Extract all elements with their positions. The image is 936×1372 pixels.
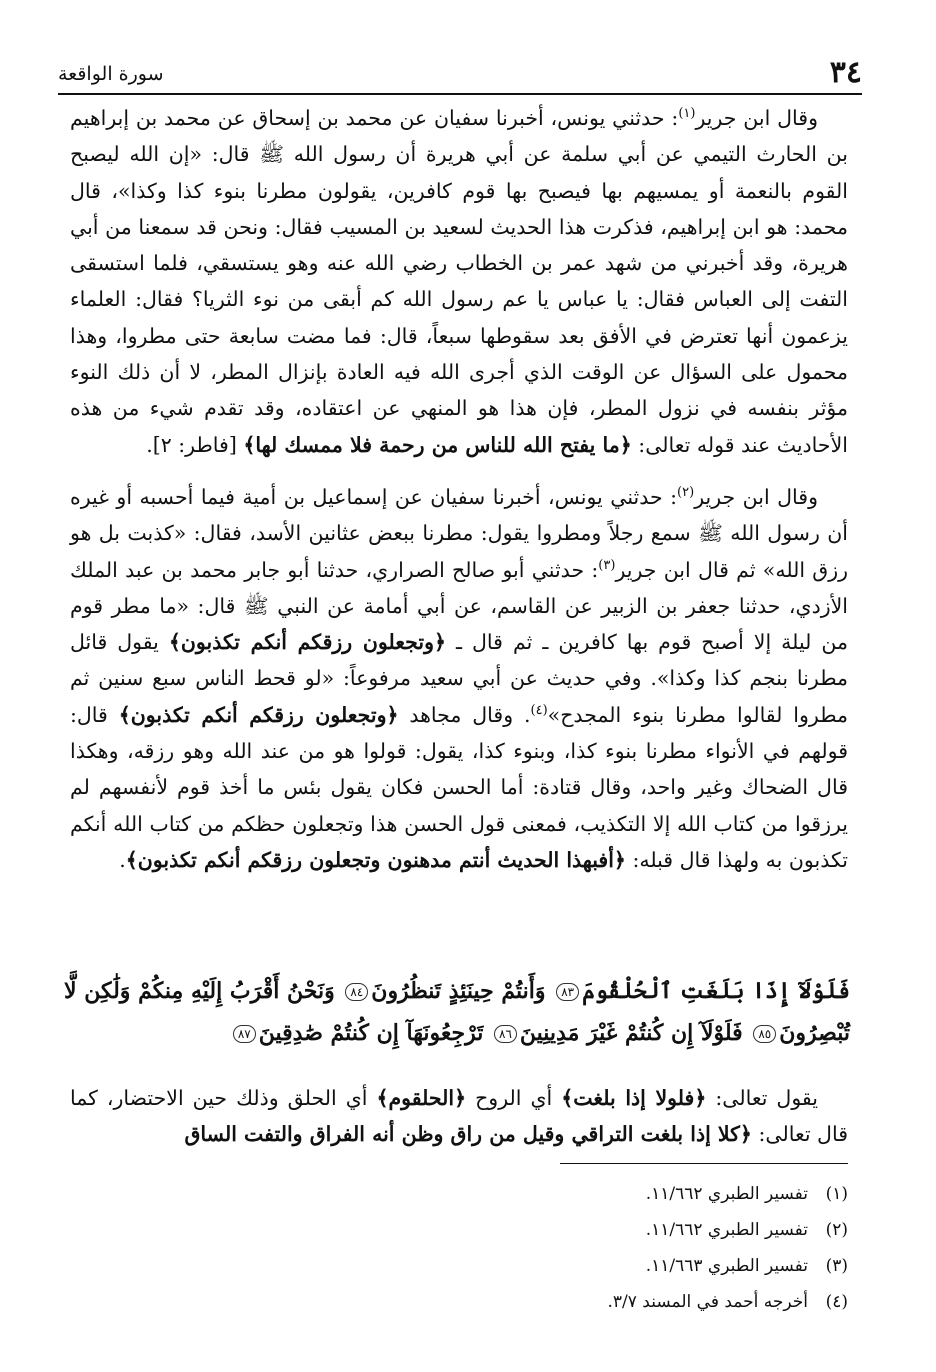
quran-quote: ﴿أفبهذا الحديث أنتم مدهنون وتجعلون رزقكم أنكم تكذبون﴾ bbox=[125, 847, 626, 872]
text-run: : حدثني يونس، أخبرنا سفيان عن إسماعيل بن أمية فيما أحسبه أو غيره أن رسول الله ﷺ سمع رجلاً ومطروا يقول: مطرنا ببعض عثانين الأسد، فقال: «كذبت بل هو رزق الله» ثم قال ابن جرير bbox=[70, 484, 849, 582]
ayah-84: وَأَنتُمْ حِينَئِذٍ تَنظُرُونَ bbox=[371, 978, 546, 1004]
footnote-text: أخرجه أحمد في المسند ٣/٧. bbox=[607, 1292, 808, 1312]
ayah-87: تَرْجِعُونَهَآ إِن كُنتُمْ صَٰدِقِينَ bbox=[258, 1020, 484, 1046]
text-run: [فاطر: ٢]. bbox=[146, 432, 244, 457]
text-run: : حدثني أبو صالح الصراري، حدثنا أبو جابر محمد بن عبد الملك الأزدي، حدثنا جعفر بن الزبير عن القاسم، عن أبي أمامة عن النبي ﷺ قال: «ما مطر قوم من ليلة إلا أصبح قوم بها كافرين ـ ثم قال ـ bbox=[70, 557, 848, 655]
paragraph-1 bbox=[70, 100, 848, 463]
page-number: ٣٤ bbox=[829, 55, 862, 90]
paragraph-2 bbox=[70, 479, 848, 878]
ayah-number-marker: ٨٥ bbox=[753, 1025, 776, 1043]
text-run: يقول قائل مطرنا بنجم كذا وكذا». وفي حديث عن أبي سعيد مرفوعاً: «لو قحط الناس سبع سنين ثم مطروا لقالوا مطرنا بنوء المجدح» bbox=[70, 630, 849, 727]
text-run: أي الروح bbox=[466, 1086, 562, 1110]
footnote bbox=[448, 1254, 848, 1290]
quran-quote: ﴿ما يفتح الله للناس من رحمة فلا ممسك لها﴾ bbox=[243, 432, 632, 457]
footnote bbox=[448, 1182, 848, 1218]
ayah-85: وَنَحْنُ أَقْرَبُ إِلَيْهِ مِنكُمْ وَلَٰكِن لَّا تُبْصِرُونَ bbox=[64, 978, 850, 1046]
paragraph-3 bbox=[70, 1080, 848, 1152]
footnote-divider bbox=[560, 1163, 848, 1164]
text-run: وقال ابن جرير bbox=[695, 106, 818, 130]
quran-quote: ﴿كلا إذا بلغت التراقي وقيل من راق وظن أنه الفراق والتفت الساق bbox=[184, 1122, 752, 1146]
text-run: . وقال مجاهد bbox=[398, 702, 531, 727]
footnote-number: (٤) bbox=[825, 1292, 848, 1312]
ayah-83: فَلَوْلَآ إِذَا بَلَغَتِ ٱلْحُلْقُومَ bbox=[582, 978, 851, 1004]
main-text bbox=[70, 100, 848, 878]
footnote-number: (٢) bbox=[825, 1220, 848, 1240]
text-run: وقال ابن جرير bbox=[694, 484, 818, 509]
ayah-number-marker: ٨٤ bbox=[345, 983, 368, 1001]
text-run: أي الحلق وذلك حين الاحتضار، كما قال تعالى: bbox=[70, 1086, 848, 1146]
quran-quote: ﴿فلولا إذا بلغت﴾ bbox=[561, 1086, 707, 1110]
footnote-text: تفسير الطبري ١١/٦٦٢. bbox=[645, 1220, 808, 1240]
footnote-ref-3[interactable]: (٣) bbox=[598, 557, 616, 573]
footnote-number: (١) bbox=[825, 1184, 848, 1204]
footnote bbox=[448, 1290, 848, 1326]
footnote-text: تفسير الطبري ١١/٦٦٢. bbox=[645, 1184, 808, 1204]
quran-quote: ﴿وتجعلون رزقكم أنكم تكذبون﴾ bbox=[168, 630, 446, 655]
footnote bbox=[448, 1218, 848, 1254]
footnote-ref-4[interactable]: (٤) bbox=[530, 702, 548, 718]
header-divider bbox=[58, 93, 862, 95]
footnote-text: تفسير الطبري ١١/٦٦٣. bbox=[645, 1256, 808, 1276]
footnote-ref-1[interactable]: (١) bbox=[678, 106, 696, 122]
ayah-number-marker: ٨٧ bbox=[233, 1025, 256, 1043]
surah-title: سورة الواقعة bbox=[58, 63, 164, 85]
text-run: يقول تعالى: bbox=[706, 1086, 818, 1110]
ayah-86: فَلَوْلَآ إِن كُنتُمْ غَيْرَ مَدِينِينَ bbox=[519, 1020, 743, 1046]
ayah-number-marker: ٨٦ bbox=[494, 1025, 517, 1043]
text-run: قال: قولهم في الأنواء مطرنا بنوء كذا، وبنوء كذا، يقول: قولوا هو من عند الله وهو رزقه، وهكذا قال الضحاك وغير واحد، وقال قتادة: أما الحسن فكان يقول بئس ما أخذ قوم لأنفسهم لم يرزقوا من كتاب الله إلا التكذيب، فمعنى قول الحسن هذا وتجعلون حظكم من كتاب الله أنكم تكذبون به ولهذا قال قبله: bbox=[70, 702, 848, 872]
ayah-number-marker: ٨٣ bbox=[556, 983, 579, 1001]
footnotes-list bbox=[448, 1182, 848, 1326]
text-run: : حدثني يونس، أخبرنا سفيان عن محمد بن إسحاق عن محمد بن إبراهيم بن الحارث التيمي عن أبي سلمة عن أبي هريرة أن رسول الله ﷺ قال: «إن الله ليصبح القوم بالنعمة أو يمسيهم بها فيصبح بها قوم كافرين، يقولون مطرنا بنوء كذا وكذا»، قال محمد: هو ابن إبراهيم، فذكرت هذا الحديث لسعيد بن المسيب فقال: ونحن قد سمعنا من أبي هريرة، وقد أخبرني من شهد عمر بن الخطاب رضي الله عنه وهو يستسقي، فلما استسقى التفت إلى العباس فقال: يا عباس يا عم رسول الله كم أبقى من نوء الثريا؟ فقال: العلماء يزعمون أنها تعترض في الأفق بعد سقوطها سبعاً، قال: فما مضت سابعة حتى مطروا، وهذا محمول على السؤال عن الوقت الذي أجرى الله فيه العادة بإنزال المطر، لا أن ذلك النوء مؤثر بنفسه في نزول المطر، فإن هذا هو المنهي عن اعتقاده، وقد تقدم شيء من هذه الأحاديث عند قوله تعالى: bbox=[70, 106, 848, 457]
footnote-ref-2[interactable]: (٢) bbox=[677, 485, 695, 501]
text-run: . bbox=[119, 847, 126, 872]
quran-quote: ﴿الحلقوم﴾ bbox=[376, 1086, 467, 1110]
page-header bbox=[58, 56, 862, 92]
quran-verses-block bbox=[64, 970, 850, 1054]
footnote-number: (٣) bbox=[825, 1256, 848, 1276]
tafsir-paragraph bbox=[70, 1080, 848, 1152]
quran-quote: ﴿وتجعلون رزقكم أنكم تكذبون﴾ bbox=[118, 702, 399, 727]
